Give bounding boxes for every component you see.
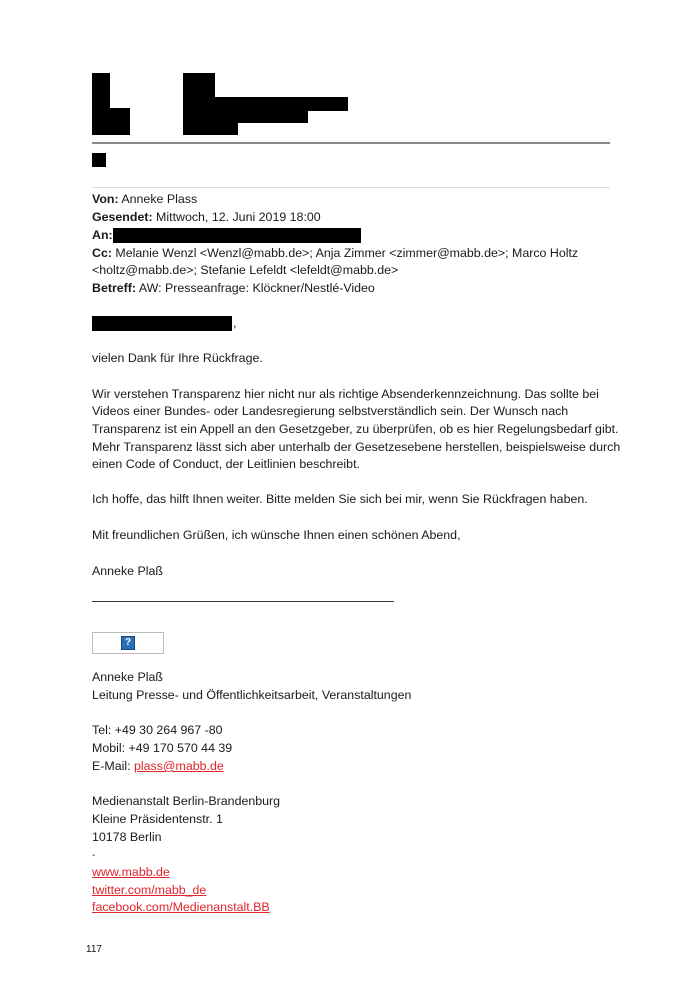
- cc-label: Cc:: [92, 246, 112, 260]
- redacted-salutation: [92, 316, 232, 331]
- to-row: [92, 227, 113, 244]
- redacted-block: [183, 111, 308, 123]
- closing-line: Mit freundlichen Grüßen, ich wünsche Ihnen einen schönen Abend,: [92, 528, 461, 542]
- redacted-block: [92, 108, 130, 135]
- redacted-recipient: [113, 228, 361, 243]
- thanks-line: vielen Dank für Ihre Rückfrage.: [92, 351, 263, 365]
- redacted-block: [183, 97, 348, 111]
- signature-name: Anneke Plaß: [92, 670, 163, 684]
- header-divider: [92, 142, 610, 144]
- signature-tel: Tel: +49 30 264 967 -80: [92, 723, 223, 737]
- from-row: [92, 191, 197, 208]
- cc-value-line2: <holtz@mabb.de>; Stefanie Lefeldt <lefeldt@mabb.de>: [92, 263, 399, 277]
- paragraph-line: Mehr Transparenz lässt sich aber unterhalb der Gesetzesebene herstellen, beispielsweise durch: [92, 440, 621, 454]
- signature-separator: [92, 601, 394, 602]
- email-link[interactable]: plass@mabb.de: [134, 759, 224, 773]
- from-label: Von:: [92, 192, 119, 206]
- question-mark-icon: ?: [121, 636, 135, 650]
- signature-title: Leitung Presse- und Öffentlichkeitsarbeit, Veranstaltungen: [92, 688, 412, 702]
- paragraph-line: Transparenz ist ein Appell an den Gesetzgeber, zu überprüfen, ob es hier Regelungsbedarf gibt.: [92, 422, 619, 436]
- web-link[interactable]: www.mabb.de: [92, 865, 170, 879]
- signature-image-placeholder: [92, 632, 164, 654]
- sent-value: Mittwoch, 12. Juni 2019 18:00: [156, 210, 321, 224]
- paragraph-line: Videos einer Bundes- oder Landesregierung selbstverständlich sein. Der Wunsch nach: [92, 404, 569, 418]
- cc-row: [92, 245, 578, 262]
- sent-label: Gesendet:: [92, 210, 153, 224]
- paragraph-line: einen Code of Conduct, der Leitlinien beschreibt.: [92, 457, 360, 471]
- twitter-link[interactable]: twitter.com/mabb_de: [92, 883, 207, 897]
- sent-row: [92, 209, 321, 226]
- sender-name: Anneke Plaß: [92, 564, 163, 578]
- email-header-divider: [92, 187, 610, 188]
- subject-row: [92, 280, 375, 297]
- signature-street: Kleine Präsidentenstr. 1: [92, 812, 223, 826]
- greeting-comma: ,: [233, 316, 237, 330]
- cc-value-line1: Melanie Wenzl <Wenzl@mabb.de>; Anja Zimmer <zimmer@mabb.de>; Marco Holtz: [115, 246, 579, 260]
- redacted-block: [183, 123, 238, 135]
- paragraph-line: Ich hoffe, das hilft Ihnen weiter. Bitte melden Sie sich bei mir, wenn Sie Rückfragen haben.: [92, 492, 588, 506]
- to-label: An:: [92, 228, 113, 242]
- page-number: 117: [86, 944, 102, 955]
- from-value: Anneke Plass: [121, 192, 198, 206]
- signature-org: Medienanstalt Berlin-Brandenburg: [92, 794, 281, 808]
- signature-dash: -: [92, 850, 96, 861]
- signature-mobile: Mobil: +49 170 570 44 39: [92, 741, 233, 755]
- paragraph-line: Wir verstehen Transparenz hier nicht nur als richtige Absenderkennzeichnung. Das sollte bei: [92, 387, 599, 401]
- signature-city: 10178 Berlin: [92, 830, 162, 844]
- redacted-block: [92, 153, 106, 167]
- subject-label: Betreff:: [92, 281, 137, 295]
- signature-email-row: [92, 758, 224, 775]
- email-label: E-Mail:: [92, 759, 134, 773]
- subject-value: AW: Presseanfrage: Klöckner/Nestlé-Video: [138, 281, 375, 295]
- facebook-link[interactable]: facebook.com/Medienanstalt.BB: [92, 900, 270, 914]
